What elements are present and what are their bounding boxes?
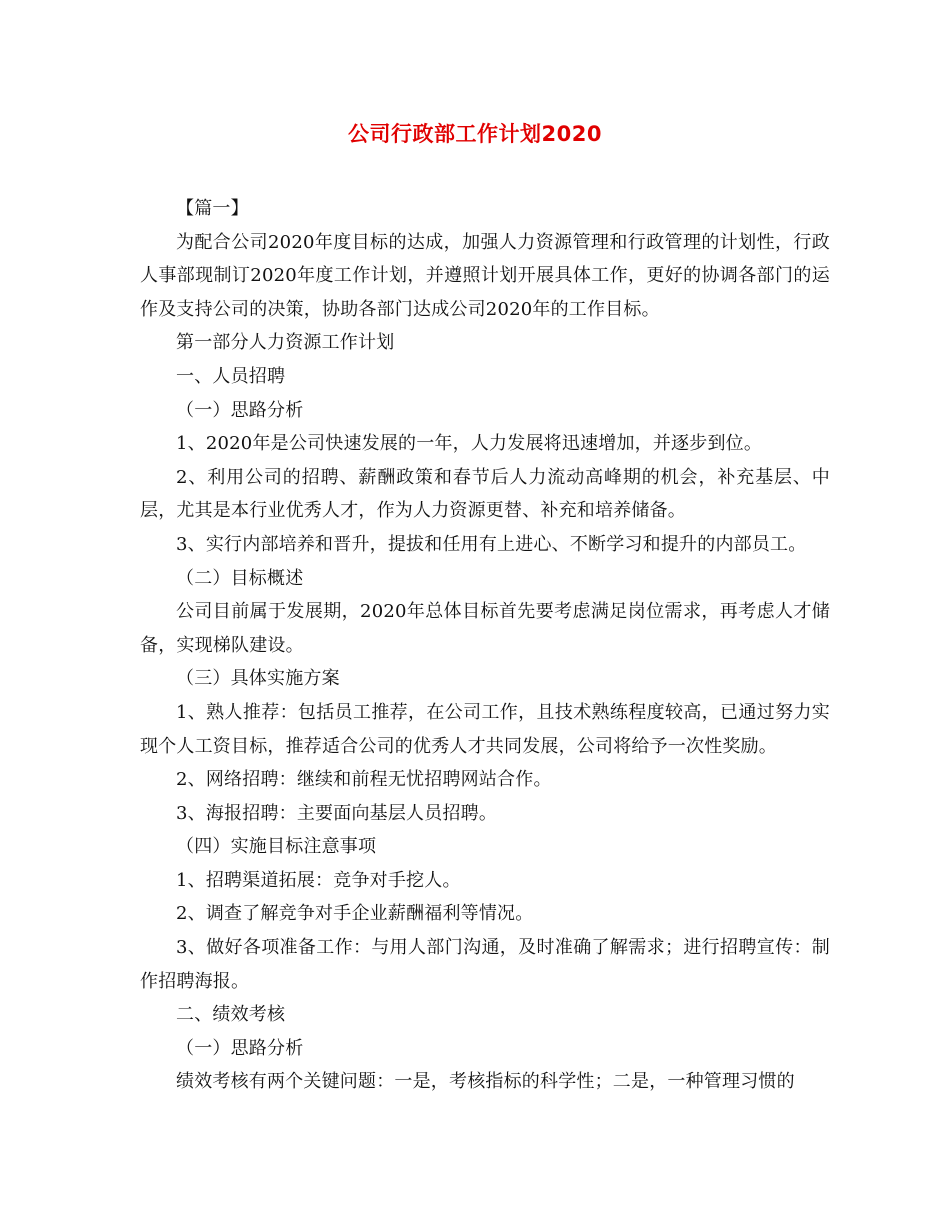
subheading-notes: （四）实施目标注意事项 — [176, 836, 377, 858]
list-item: 2、调查了解竞争对手企业薪酬福利等情况。 — [176, 903, 534, 925]
heading-performance: 二、绩效考核 — [176, 1004, 286, 1026]
list-item: 2、网络招聘：继续和前程无忧招聘网站合作。 — [176, 769, 552, 791]
document-title: 公司行政部工作计划2020 — [348, 122, 602, 146]
subheading-analysis-2: （一）思路分析 — [176, 1037, 304, 1059]
list-item: 3、海报招聘：主要面向基层人员招聘。 — [176, 802, 498, 824]
section-heading-pian-yi: 【篇一】 — [176, 198, 249, 219]
document-body — [140, 192, 830, 1099]
performance-paragraph: 绩效考核有两个关键问题：一是，考核指标的科学性；二是，一种管理习惯的 — [176, 1071, 795, 1093]
list-item: 1、招聘渠道拓展：竞争对手挖人。 — [176, 869, 461, 891]
subheading-goals: （二）目标概述 — [176, 567, 304, 589]
heading-recruitment: 一、人员招聘 — [176, 365, 286, 387]
goals-paragraph: 公司目前属于发展期，2020年总体目标首先要考虑满足岗位需求，再考虑人才储备，实现梯队建设。 — [140, 601, 830, 656]
list-item: 1、2020年是公司快速发展的一年，人力发展将迅速增加，并逐步到位。 — [176, 433, 763, 455]
part-one-heading: 第一部分人力资源工作计划 — [176, 332, 395, 354]
list-item: 2、利用公司的招聘、薪酬政策和春节后人力流动高峰期的机会，补充基层、中层，尤其是本行业优秀人才，作为人力资源更替、补充和培养储备。 — [140, 466, 830, 522]
list-item: 1、熟人推荐：包括员工推荐，在公司工作，且技术熟练程度较高，已通过努力实现个人工资目标，推荐适合公司的优秀人才共同发展，公司将给予一次性奖励。 — [140, 701, 830, 757]
subheading-analysis: （一）思路分析 — [176, 399, 304, 421]
subheading-implementation: （三）具体实施方案 — [176, 668, 340, 690]
intro-paragraph: 为配合公司2020年度目标的达成，加强人力资源管理和行政管理的计划性，行政人事部现制订2020年度工作计划，并遵照计划开展具体工作，更好的协调各部门的运作及支持公司的决策，协助各部门达成公司2020年的工作目标。 — [140, 231, 830, 320]
list-item: 3、做好各项准备工作：与用人部门沟通，及时准确了解需求；进行招聘宣传：制作招聘海报。 — [140, 937, 830, 992]
list-item: 3、实行内部培养和晋升，提拔和任用有上进心、不断学习和提升的内部员工。 — [176, 533, 807, 555]
